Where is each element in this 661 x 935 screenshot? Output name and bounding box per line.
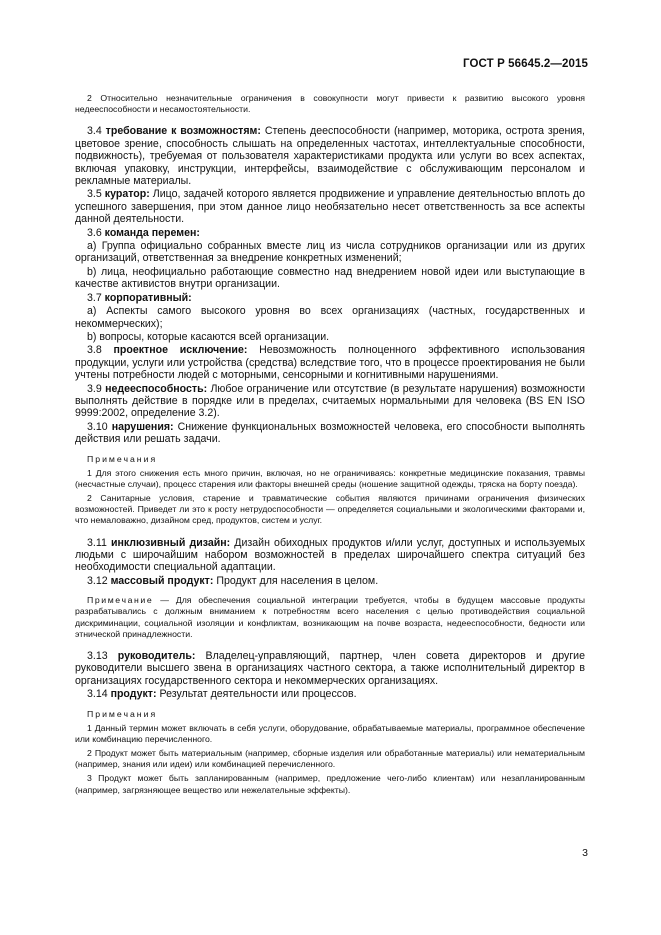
term-3-13 [75, 650, 585, 687]
term-3-9 [75, 383, 585, 420]
note-3-12 [75, 595, 585, 640]
term-number: 3.14 [87, 688, 111, 701]
term-name: проектное исключение: [113, 344, 248, 357]
note-text: — Для обеспечения социальной интеграции требуется, чтобы в будущем массовые продукты разрабатывались с должным вниманием к потребностям всего населения с целью противодействия социальной дискриминации, социальной изоляции и конфликтам, возникающим на почве возраста, недееспособности, бедности или этнической принадлежности. [75, 595, 585, 639]
term-definition: Степень дееспособности (например, моторика, острота зрения, цветовое зрение, способность слышать на определенных частотах, интеллектуальные способности, подвижность), требуемая от пользователя характеристиками продукта или услуги во всех аспектах, включая упаковку, инструкции, интерфейсы, взаимодействие с обслуживающим персоналом и рекламные материалы. [75, 125, 585, 188]
note-label: Примечание [87, 595, 154, 606]
term-number: 3.10 [87, 420, 112, 433]
term-name: продукт: [110, 688, 157, 701]
term-name: инклюзивный дизайн: [110, 536, 231, 549]
note-3-14-3: 3 Продукт может быть запланированным (например, предложение чего-либо клиентам) или незапланированным (например, загрязняющее вещество или нежелательные эффекты). [75, 773, 585, 795]
document-code-header: ГОСТ Р 56645.2—2015 [463, 58, 588, 70]
term-name: руководитель: [117, 650, 196, 663]
term-name: нарушения: [111, 420, 174, 433]
page-number: 3 [582, 847, 588, 859]
term-definition: Любое ограничение или отсутствие (в результате нарушения) возможности выполнять действие в порядке или в пределах, считаемых нормальными для человека (BS EN ISO 9999:2002, определение 3.2). [75, 382, 586, 420]
term-definition: Снижение функциональных возможностей человека, его способности выполнять действия или решать задачи. [75, 420, 586, 446]
term-name: куратор: [104, 188, 150, 201]
note-3-10-2: 2 Санитарные условия, старение и травматические события являются причинами ограничения физических возможностей. Приведет ли это к росту нетрудоспособности — определяется социальными и экологическими факторами и, что немаловажно, дизайном сред, продуктов, систем и услуг. [75, 492, 585, 526]
note-3-14-2: 2 Продукт может быть материальным (например, сборные изделия или обработанные материалы) или нематериальным (например, знания или идеи) или комбинацией перечисленного. [75, 748, 585, 770]
term-definition: Владелец-управляющий, партнер, член совета директоров и другие руководители высшего звена в организациях частного сектора, а также исполнительный директор в организациях государственного сектора и некоммерческих организациях. [75, 650, 585, 687]
note-continued: 2 Относительно незначительные ограничения в совокупности могут привести к развитию высокого уровня недееспособности и несамостоятельности. [75, 93, 585, 115]
term-number: 3.12 [87, 574, 111, 587]
note-3-14-1: 1 Данный термин может включать в себя услуги, оборудование, обрабатываемые материалы, программное обеспечение или комбинацию перечисленного. [75, 722, 585, 744]
term-name: массовый продукт: [110, 574, 214, 587]
note-3-10-1: 1 Для этого снижения есть много причин, включая, но не ограничиваясь: конкретные медицинские показания, травмы (несчастные случаи), процесс старения или факторы внешней среды (ношение защитной одежды, тряска на борту поезда). [75, 467, 585, 489]
term-3-4 [75, 125, 585, 187]
term-number: 3.4 [87, 125, 106, 138]
term-number: 3.11 [87, 536, 111, 549]
term-3-8 [75, 344, 585, 381]
term-definition: Результат деятельности или процессов. [156, 688, 357, 701]
notes-heading: Примечания [87, 453, 158, 464]
term-name: команда перемен: [104, 226, 200, 239]
term-3-5 [75, 188, 585, 225]
term-3-6-item-b: b) лица, неофициально работающие совместно над внедрением новой идеи или выступающие в качестве активистов внутри организации. [75, 265, 585, 291]
term-definition: Лицо, задачей которого является продвижение и управление деятельностью вплоть до успешного завершения, при этом данное лицо необязательно несет ответственность за все аспекты данной деятельности. [75, 188, 586, 226]
term-3-7-item-a: а) Аспекты самого высокого уровня во всех организациях (частных, государственных и некоммерческих); [75, 305, 585, 330]
term-3-6-item-a: а) Группа официально собранных вместе лиц из числа сотрудников организации или из других организаций, ответственная за внедрение конкретных изменений; [75, 240, 585, 265]
term-name: недееспособность: [105, 382, 208, 395]
term-3-10 [75, 421, 585, 446]
term-number: 3.8 [87, 344, 114, 357]
notes-heading: Примечания [87, 708, 158, 719]
term-definition: Продукт для населения в целом. [213, 574, 379, 587]
term-number: 3.7 [87, 291, 105, 304]
term-number: 3.6 [87, 226, 105, 239]
term-name: корпоративный: [104, 291, 192, 304]
term-3-7-item-b: b) вопросы, которые касаются всей организации. [87, 330, 330, 343]
term-number: 3.13 [87, 650, 118, 663]
term-definition: Невозможность полноценного эффективного использования продукции, услуги или устройства (средства) вследствие того, что в процессе проектирования не были учтены потребности людей с моторными, сенсорными и когнитивными нарушениями. [75, 344, 586, 382]
term-name: требование к возможностям: [105, 125, 261, 138]
term-number: 3.9 [87, 382, 106, 395]
term-definition: Дизайн обиходных продуктов и/или услуг, доступных и используемых людьми с широчайшим набором возможностей в пределах широчайшего спектра ситуаций без необходимости специальной адаптации. [75, 536, 585, 574]
term-3-11 [75, 537, 585, 574]
page-content [75, 93, 585, 799]
term-number: 3.5 [87, 188, 105, 201]
term-3-12 [75, 575, 585, 587]
term-3-7 [75, 292, 585, 304]
term-3-6 [75, 227, 585, 239]
term-3-14 [75, 688, 585, 700]
